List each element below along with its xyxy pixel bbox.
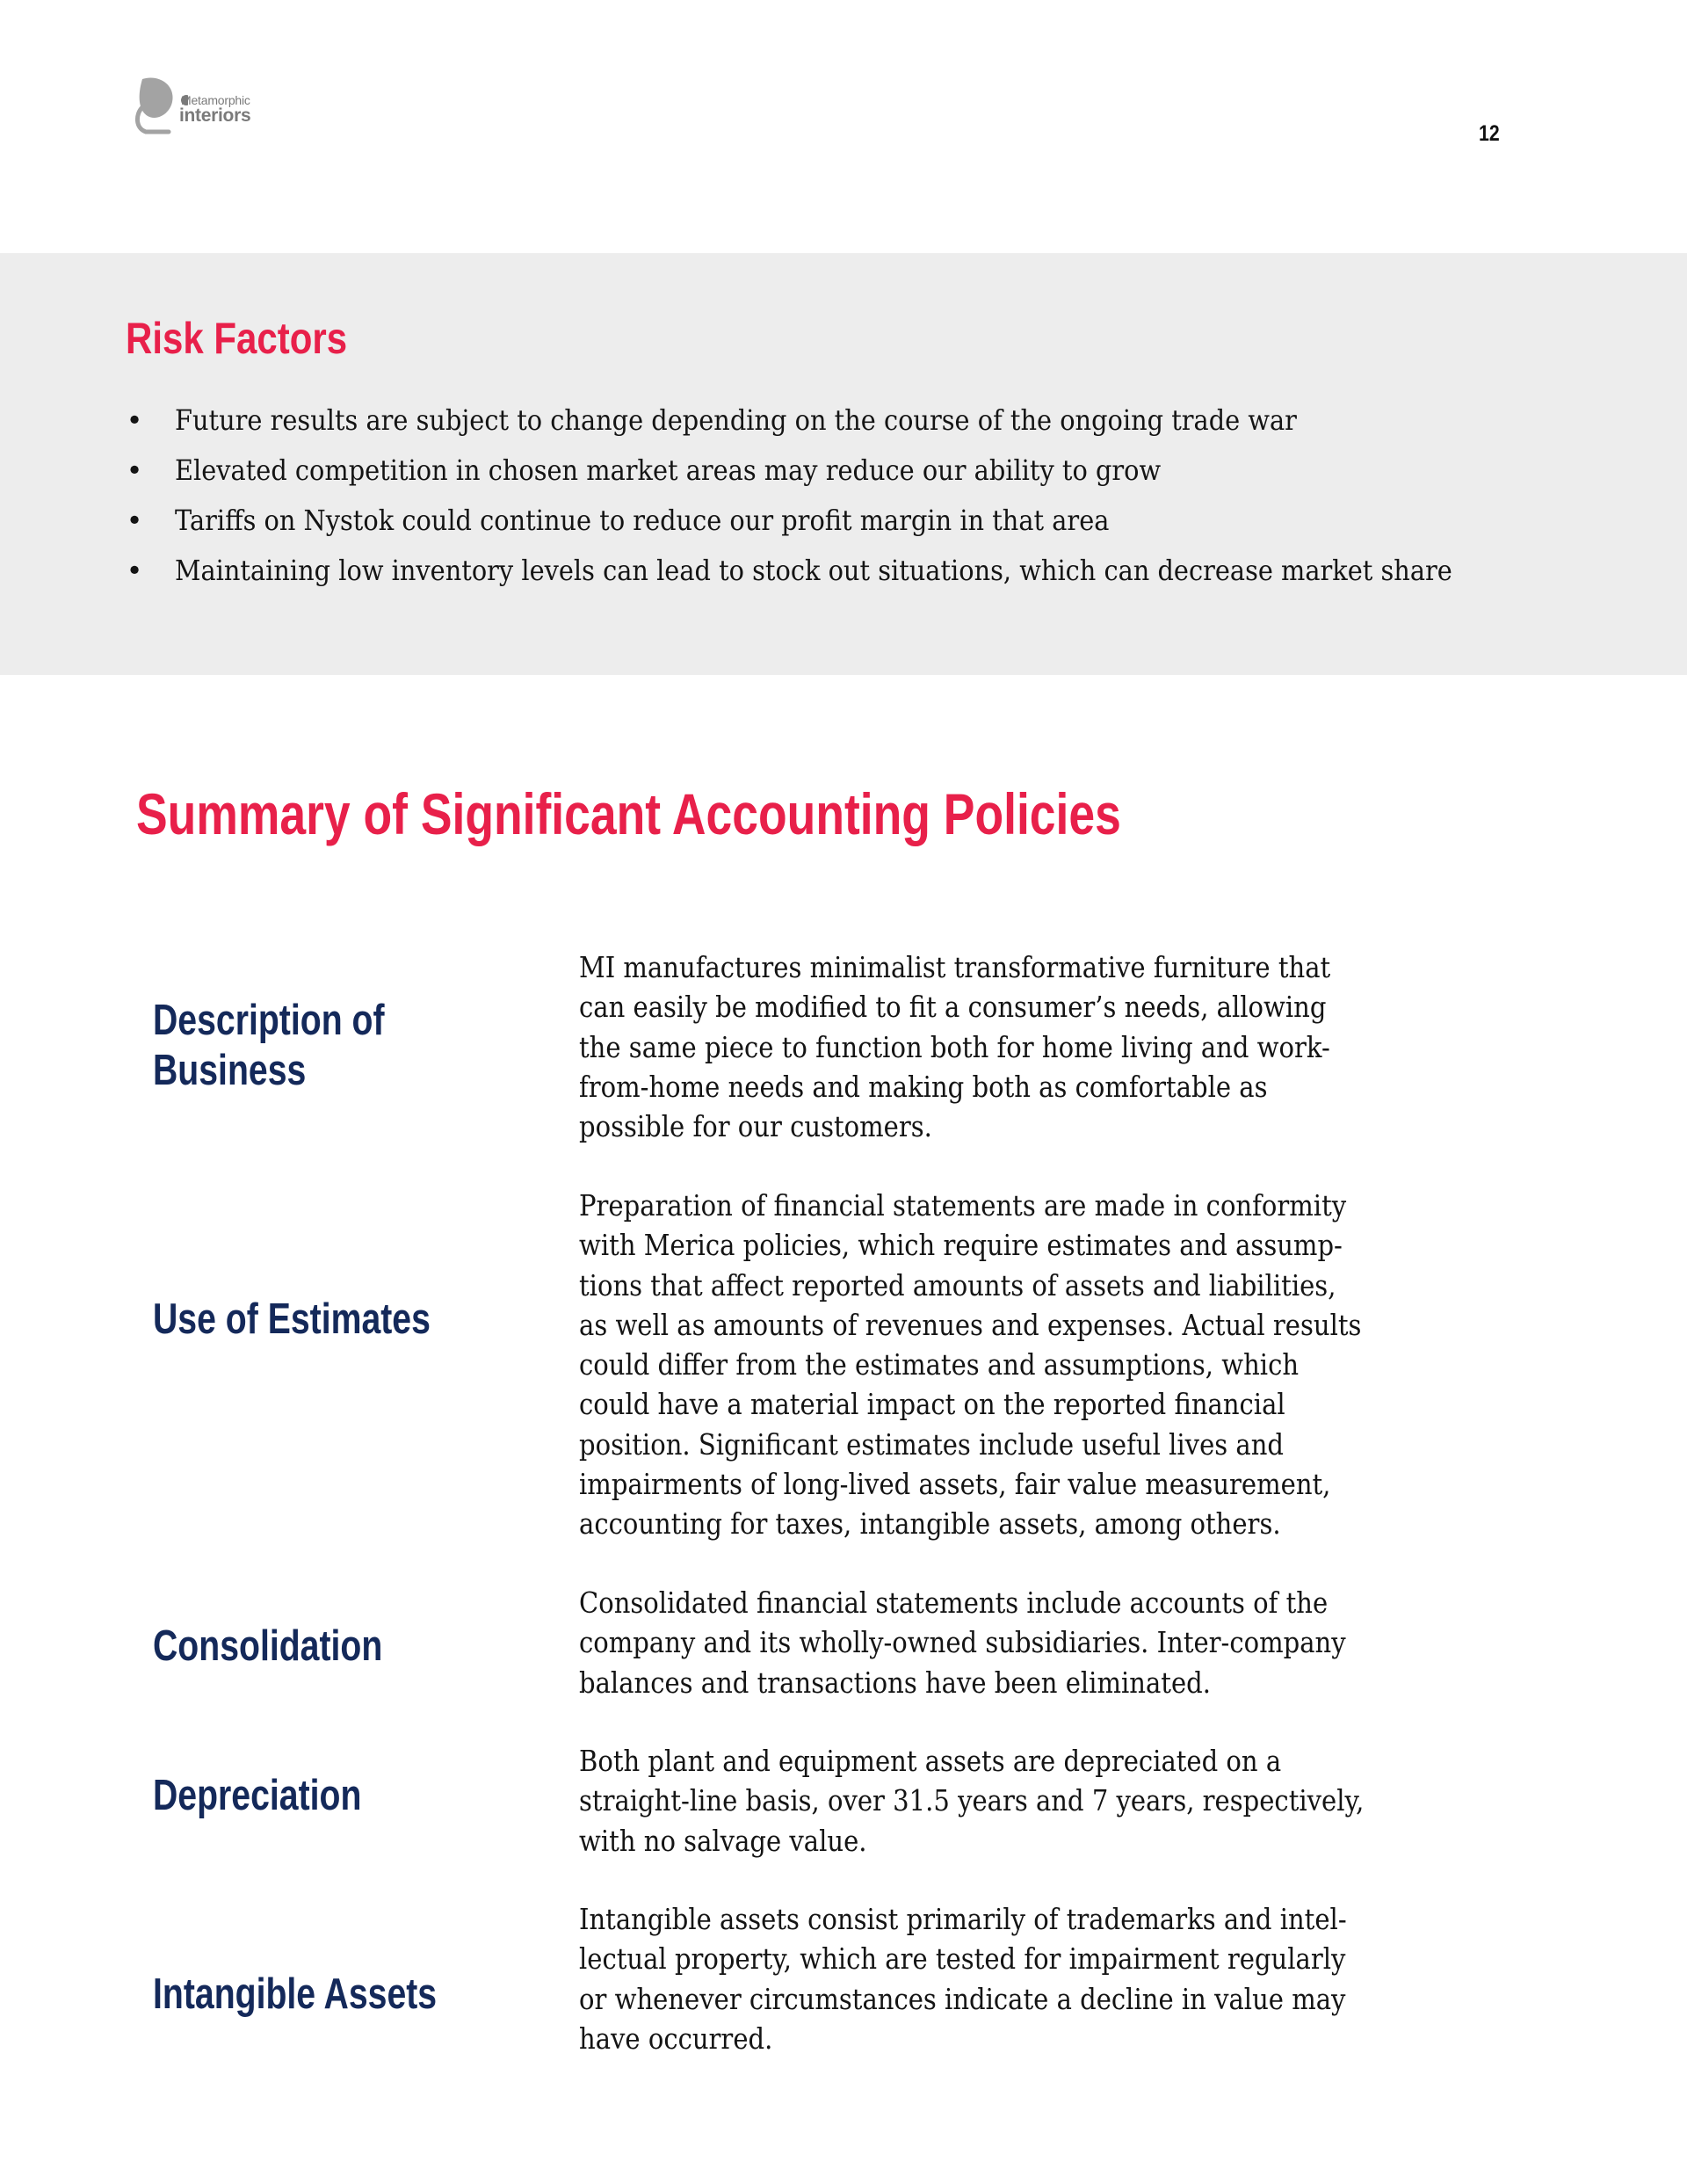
bullet-icon: • — [126, 554, 143, 587]
policy-text-line: the same piece to function both for home living and work- — [579, 1029, 1330, 1064]
policy-label-line: Intangible Assets — [153, 1970, 438, 2018]
company-logo — [134, 76, 265, 139]
policy-text-line: or whenever circumstances indicate a decline in value may — [579, 1981, 1346, 2016]
policy-text-line: tions that affect reported amounts of assets and liabilities, — [579, 1267, 1336, 1302]
policy-text-line: position. Significant estimates include useful lives and — [579, 1426, 1284, 1462]
policy-label-use-of-estimates — [153, 1295, 431, 1345]
policy-text-line: straight-line basis, over 31.5 years and 7 years, respectively, — [579, 1783, 1365, 1818]
policy-label-intangible-assets — [153, 1970, 437, 2020]
policy-text-line: impairments of long-lived assets, fair value measurement, — [579, 1467, 1331, 1502]
policy-text-line: can easily be modified to fit a consumer’s needs, allowing — [579, 990, 1327, 1025]
logo-wordmark-top: Metamorphic — [181, 93, 250, 107]
policy-label-consolidation — [153, 1622, 382, 1672]
policy-text-line: MI manufactures minimalist transformative furniture that — [579, 950, 1331, 984]
policy-text-line: could differ from the estimates and assumptions, which — [579, 1347, 1300, 1382]
bullet-icon: • — [126, 504, 143, 537]
policy-label-line: Use of Estimates — [153, 1295, 431, 1343]
policy-text-line: accounting for taxes, intangible assets, among others. — [579, 1506, 1281, 1542]
bullet-icon: • — [126, 453, 143, 487]
policy-label-line: Consolidation — [153, 1622, 383, 1670]
policy-text-line: balances and transactions have been eliminated. — [579, 1665, 1211, 1700]
policy-text-line: lectual property, which are tested for impairment regularly — [579, 1941, 1346, 1977]
policy-text-line: possible for our customers. — [579, 1109, 932, 1144]
policy-label-description-of-business — [153, 996, 385, 1096]
policy-label-depreciation — [153, 1771, 361, 1821]
risk-item-text: Tariffs on Nystok could continue to reduce our profit margin in that area — [175, 504, 1110, 537]
policy-text-line: Intangible assets consist primarily of trademarks and intel- — [579, 1902, 1347, 1936]
bullet-icon: • — [126, 403, 143, 437]
policy-text-line: could have a material impact on the reported financial — [579, 1387, 1285, 1422]
policy-text-line: with no salvage value. — [579, 1823, 867, 1858]
policy-text-use-of-estimates — [579, 1186, 1362, 1544]
policy-text-line: from-home needs and making both as comfortable as — [579, 1069, 1268, 1104]
risk-factors-title: Risk Factors — [126, 314, 348, 363]
risk-item-text: Future results are subject to change depending on the course of the ongoing trade war — [175, 403, 1297, 437]
risk-item-text: Elevated competition in chosen market areas may reduce our ability to grow — [175, 453, 1162, 487]
policy-text-intangible-assets — [579, 1899, 1347, 2058]
policy-text-consolidation — [579, 1583, 1346, 1702]
list-item — [123, 549, 1594, 599]
policy-text-line: with Merica policies, which require estimates and assump- — [579, 1228, 1343, 1263]
policy-text-line: as well as amounts of revenues and expenses. Actual results — [579, 1307, 1362, 1342]
list-item — [123, 449, 1594, 499]
logo-wordmark-bottom: interiors — [179, 105, 251, 126]
policy-text-line: Preparation of financial statements are made in conformity — [579, 1188, 1347, 1223]
risk-factors-list — [123, 399, 1594, 599]
section-title: Summary of Significant Accounting Policies — [136, 781, 1121, 846]
policy-label-line: Description of — [153, 997, 385, 1044]
page-number: 12 — [1479, 121, 1500, 146]
policy-text-line: have occurred. — [579, 2021, 773, 2056]
policy-label-line: Depreciation — [153, 1772, 362, 1819]
policy-text-line: company and its wholly-owned subsidiaries. Inter-company — [579, 1625, 1346, 1660]
policy-label-line: Business — [153, 1047, 307, 1094]
list-item — [123, 399, 1594, 449]
list-item — [123, 499, 1594, 549]
policy-text-description-of-business — [579, 947, 1336, 1146]
policy-text-line: Both plant and equipment assets are depreciated on a — [579, 1744, 1282, 1778]
policy-text-line: Consolidated financial statements include accounts of the — [579, 1585, 1329, 1620]
policy-text-depreciation — [579, 1741, 1365, 1861]
risk-item-text: Maintaining low inventory levels can lead to stock out situations, which can decrease market share — [175, 554, 1452, 587]
